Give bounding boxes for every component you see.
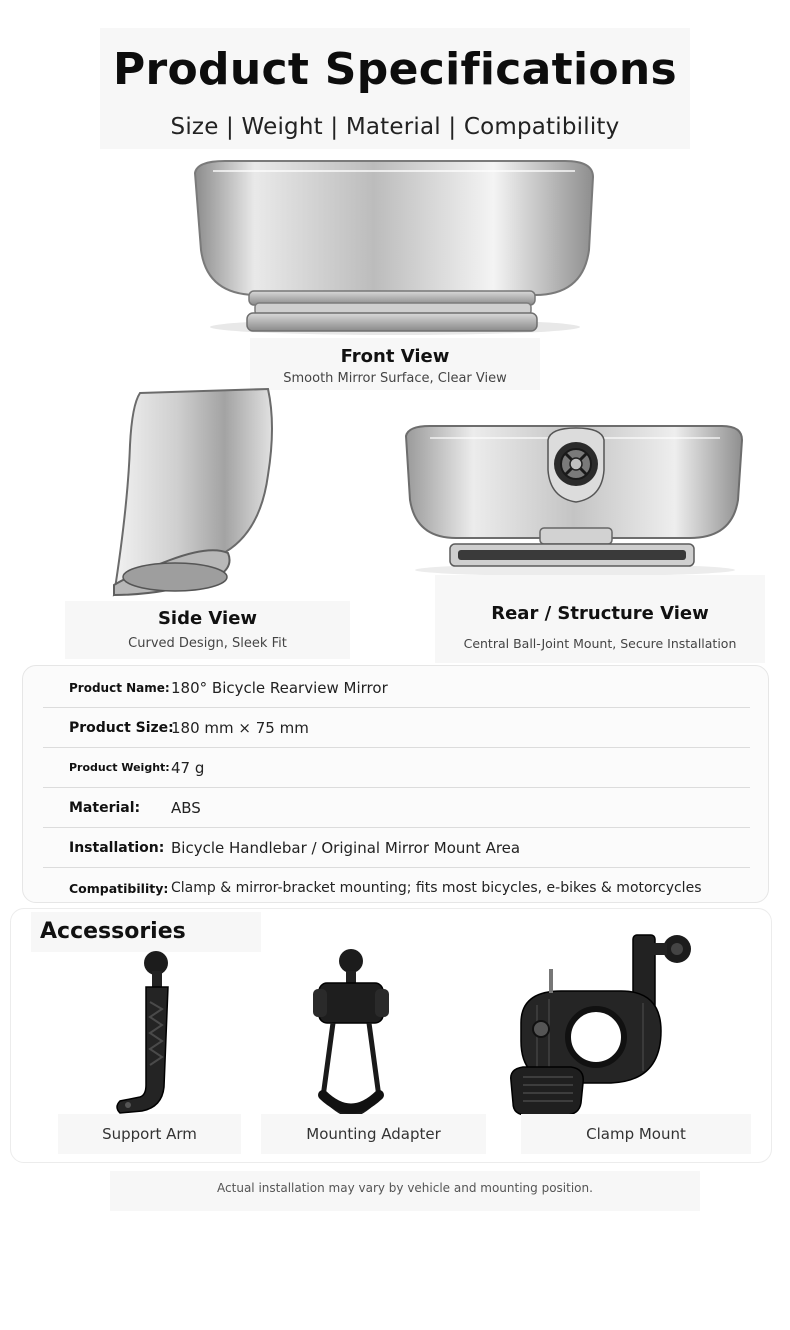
page-subtitle: Size | Weight | Material | Compatibility xyxy=(170,114,620,140)
page-title: Product Specifications xyxy=(112,44,678,95)
spec-label: Compatibility: xyxy=(69,880,169,896)
rear-view-title: Rear / Structure View xyxy=(491,603,709,624)
rear-view-caption xyxy=(435,575,765,663)
spec-value: ABS xyxy=(171,798,201,817)
accessory-label-clamp-mount: Clamp Mount xyxy=(521,1114,751,1154)
side-view-image xyxy=(100,385,285,605)
spec-row-product-name xyxy=(43,668,750,708)
spec-label: Product Size: xyxy=(69,719,174,736)
spec-value: Bicycle Handlebar / Original Mirror Mount Area xyxy=(171,838,521,857)
spec-label: Material: xyxy=(69,799,141,816)
front-view-title: Front View xyxy=(340,346,450,367)
rear-view-image xyxy=(400,420,750,580)
clamp-mount-image xyxy=(501,931,701,1121)
spec-row-material xyxy=(43,788,750,828)
mounting-adapter-image xyxy=(311,947,391,1117)
accessory-label-mounting-adapter: Mounting Adapter xyxy=(261,1114,486,1154)
support-arm-image xyxy=(106,947,196,1117)
spec-row-installation xyxy=(43,828,750,868)
spec-value: 47 g xyxy=(171,758,205,777)
side-view-desc: Curved Design, Sleek Fit xyxy=(128,636,287,651)
specs-header xyxy=(100,28,690,149)
spec-row-compatibility xyxy=(43,868,750,908)
accessory-label-support-arm: Support Arm xyxy=(58,1114,241,1154)
spec-label: Product Name: xyxy=(69,680,170,695)
spec-row-product-size xyxy=(43,708,750,748)
spec-label: Product Weight: xyxy=(69,761,170,774)
spec-table xyxy=(22,665,769,903)
front-view-caption xyxy=(250,338,540,390)
accessories-panel xyxy=(10,908,772,1163)
front-view-image xyxy=(185,155,605,340)
spec-label: Installation: xyxy=(69,839,165,856)
rear-view-desc: Central Ball-Joint Mount, Secure Installation xyxy=(463,636,737,651)
accessories-title: Accessories xyxy=(31,912,261,952)
spec-value: Clamp & mirror-bracket mounting; fits most bicycles, e-bikes & motorcycles xyxy=(171,880,702,896)
front-view-desc: Smooth Mirror Surface, Clear View xyxy=(283,371,507,386)
spec-row-product-weight xyxy=(43,748,750,788)
installation-footnote: Actual installation may vary by vehicle and mounting position. xyxy=(110,1171,700,1211)
spec-value: 180° Bicycle Rearview Mirror xyxy=(171,678,388,697)
side-view-caption xyxy=(65,601,350,659)
side-view-title: Side View xyxy=(157,608,258,629)
spec-value: 180 mm × 75 mm xyxy=(171,718,309,737)
